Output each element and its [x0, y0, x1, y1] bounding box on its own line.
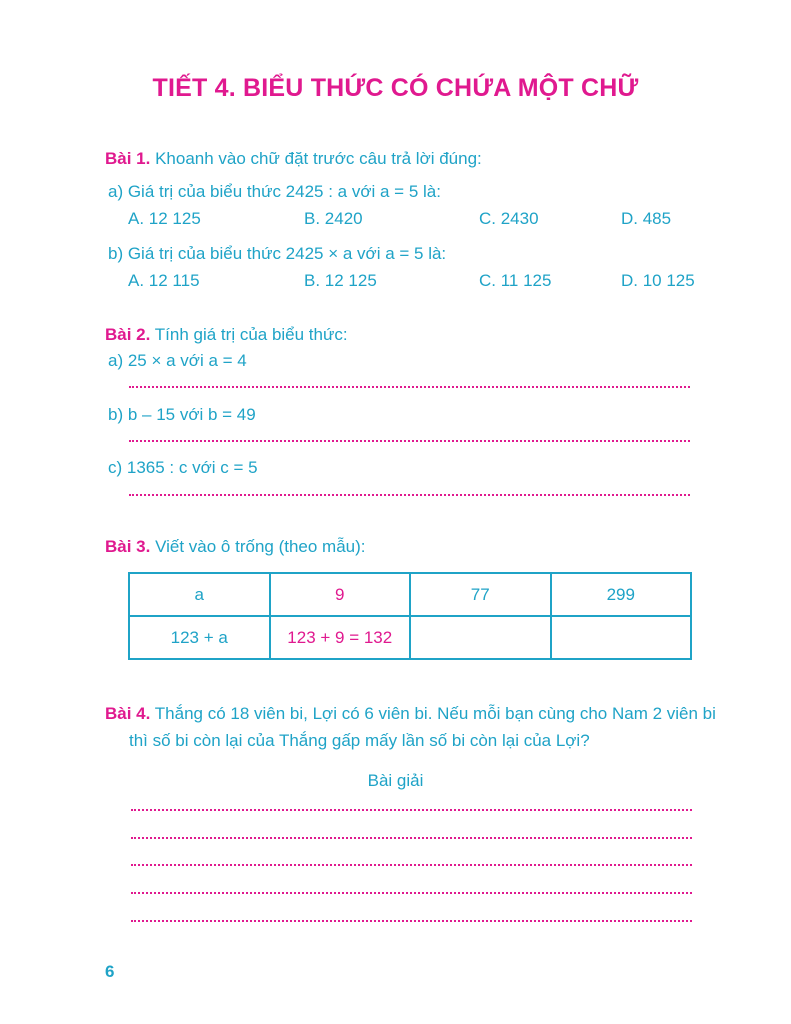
bai1-b-option-c[interactable]: C. 11 125 [479, 271, 552, 290]
bai3-instruction: Viết vào ô trống (theo mẫu): [155, 537, 366, 556]
solution-line[interactable] [131, 920, 692, 922]
bai2-instruction: Tính giá trị của biểu thức: [154, 325, 348, 344]
bai4-label: Bài 4. [105, 704, 151, 723]
bai1-question-b: b) Giá trị của biểu thức 2425 × a với a = 5 là: [108, 244, 447, 263]
bai4-line1: Thắng có 18 viên bi, Lợi có 6 viên bi. Nếu mỗi bạn cùng cho Nam 2 viên bi [154, 704, 716, 723]
solution-line[interactable] [131, 892, 692, 894]
bai1-question-a: a) Giá trị của biểu thức 2425 : a với a = 5 là: [108, 182, 441, 201]
bai1-label: Bài 1. [105, 149, 151, 168]
bai3-label: Bài 3. [105, 537, 151, 556]
answer-line[interactable] [129, 386, 690, 388]
table-cell: 123 + 9 = 132 [270, 616, 411, 659]
table-cell: 77 [410, 573, 551, 616]
table-cell: 9 [270, 573, 411, 616]
answer-line[interactable] [129, 494, 690, 496]
bai1-a-option-c[interactable]: C. 2430 [479, 209, 539, 228]
bai1-header [105, 149, 482, 169]
table-row [129, 573, 691, 616]
bai1-a-option-b[interactable]: B. 2420 [304, 209, 363, 228]
bai3-header [105, 537, 366, 557]
bai2-header [105, 325, 348, 345]
table-row [129, 616, 691, 659]
value-table [128, 572, 692, 660]
bai4-header [105, 704, 716, 724]
table-cell: a [129, 573, 270, 616]
solution-heading: Bài giải [367, 771, 424, 790]
table-cell: 299 [551, 573, 692, 616]
bai2-item-a: a) 25 × a với a = 4 [108, 351, 247, 370]
table-cell-blank[interactable] [551, 616, 692, 659]
bai1-b-option-d[interactable]: D. 10 125 [621, 271, 695, 290]
bai2-item-c: c) 1365 : c với c = 5 [108, 458, 258, 477]
bai2-item-b: b) b – 15 với b = 49 [108, 405, 256, 424]
bai4-line2: thì số bi còn lại của Thắng gấp mấy lần số bi còn lại của Lợi? [129, 731, 590, 750]
bai2-label: Bài 2. [105, 325, 151, 344]
bai1-a-option-d[interactable]: D. 485 [621, 209, 672, 228]
page-number: 6 [105, 962, 115, 981]
bai1-b-option-b[interactable]: B. 12 125 [304, 271, 377, 290]
table-cell-blank[interactable] [410, 616, 551, 659]
solution-line[interactable] [131, 809, 692, 811]
bai1-instruction: Khoanh vào chữ đặt trước câu trả lời đúng: [155, 149, 482, 168]
bai1-b-option-a[interactable]: A. 12 115 [128, 271, 200, 290]
bai1-a-option-a[interactable]: A. 12 125 [128, 209, 201, 228]
solution-line[interactable] [131, 837, 692, 839]
solution-line[interactable] [131, 864, 692, 866]
page-title: TIẾT 4. BIỂU THỨC CÓ CHỨA MỘT CHỮ [152, 74, 639, 102]
answer-line[interactable] [129, 440, 690, 442]
table-cell: 123 + a [129, 616, 270, 659]
